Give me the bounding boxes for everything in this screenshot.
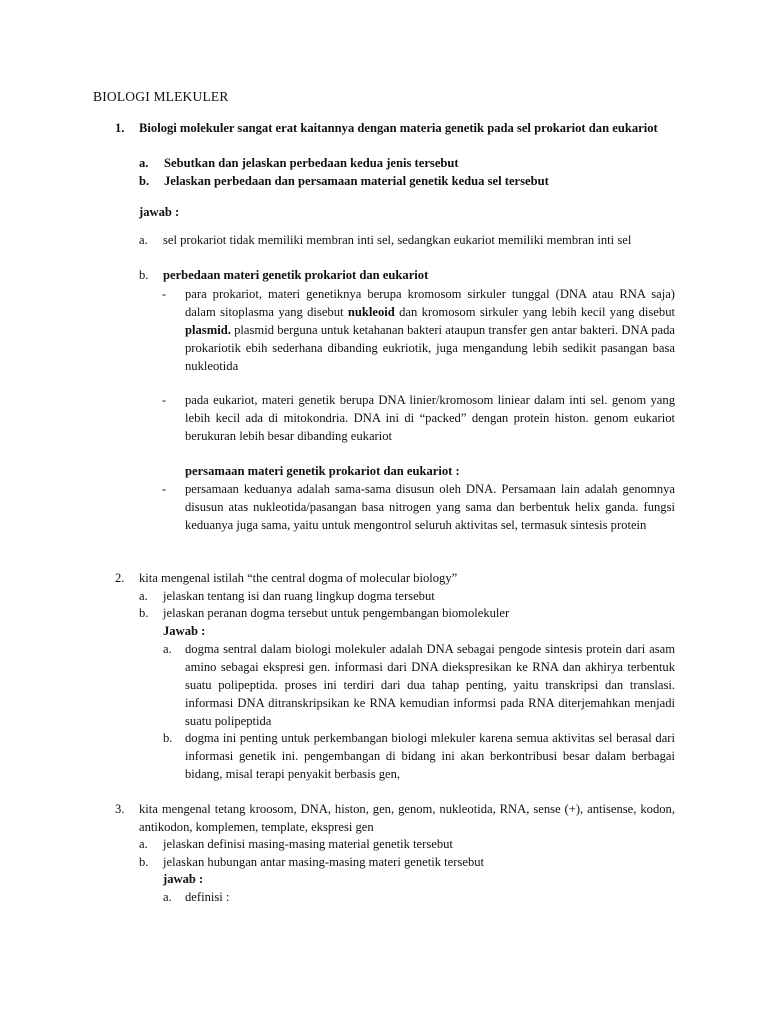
similarity-dash: - [162, 482, 167, 496]
q2-sub-a: jelaskan tentang isi dan ruang lingkup dogma tersebut [163, 589, 435, 603]
q2-ans-a-letter: a. [163, 642, 172, 656]
q3-sub-b: jelaskan hubungan antar masing-masing materi genetik tersebut [163, 855, 485, 869]
q1-answer-label: jawab : [139, 205, 180, 219]
plasmid-term: plasmid. [185, 323, 231, 337]
q1-ans-b-letter: b. [139, 268, 149, 282]
q1-sub-a-letter: a. [139, 156, 149, 170]
similarity-heading: persamaan materi genetik prokariot dan eukariot : [185, 464, 460, 478]
q2-sub-b: jelaskan peranan dogma tersebut untuk pengembangan biomolekuler [163, 606, 510, 620]
q2-number: 2. [115, 571, 125, 585]
eukariot-dash: - [162, 393, 167, 407]
q1-ans-b-heading: perbedaan materi genetik prokariot dan eukariot [163, 268, 429, 282]
q1-text: Biologi molekuler sangat erat kaitannya dengan materia genetik pada sel prokariot dan eukariot [139, 121, 658, 135]
nukleoid-term: nukleoid [347, 305, 395, 319]
q2-ans-b: dogma ini penting untuk perkembangan biologi mlekuler karena semua aktivitas sel berasal dari informasi genetik ini. pengembangan di bidang ini akan berkontribusi besar dalam berbagai bidang, misal terapi penyakit berbasis gen, [185, 731, 675, 781]
prokariot-text-1: para prokariot, materi genetiknya berupa kromosom sirkuler tunggal (DNA atau RNA saja) dalam sitoplasma yang disebut [185, 287, 675, 319]
q3-sub-a: jelaskan definisi masing-masing material genetik tersebut [163, 837, 453, 851]
q1-sub-b: Jelaskan perbedaan dan persamaan material genetik kedua sel tersebut [164, 174, 549, 188]
q3-sub-b-letter: b. [139, 855, 149, 869]
q1-number: 1. [115, 121, 125, 135]
q3-number: 3. [115, 802, 125, 816]
q2-ans-b-letter: b. [163, 731, 173, 745]
q2-sub-a-letter: a. [139, 589, 148, 603]
q2-text: kita mengenal istilah “the central dogma of molecular biology” [139, 571, 458, 585]
q1-ans-a: sel prokariot tidak memiliki membran inti sel, sedangkan eukariot memiliki membran inti sel [163, 233, 632, 247]
prokariot-text-3: plasmid berguna untuk ketahanan bakteri ataupun transfer gen antar bakteri. DNA pada prokariotik ebih sederhana dibanding eukriotik, juga mengandung lebih sedikit pasangan basa nukleotida [185, 323, 675, 373]
prokariot-dash: - [162, 287, 167, 301]
eukariot-paragraph: pada eukariot, materi genetik berupa DNA linier/kromosom liniear dalam inti sel. genom yang lebih kecil ada di mitokondria. DNA ini di “packed” dengan protein histon. genom eukariot berukuran lebih besar dibanding eukariot [185, 393, 675, 443]
q3-answer-label: jawab : [163, 872, 204, 886]
q2-ans-a: dogma sentral dalam biologi molekuler adalah DNA sebagai pengode sintesis protein dari asam amino sebagai ekspresi gen. informasi dari DNA diekspresikan ke RNA dan akhirya terbentuk suatu polipeptida. proses ini terdiri dari dua tahap penting, yaitu transkripsi dan translasi. informasi DNA ditranskripsikan ke RNA kemudian informsi pada RNA diterjemahkan menjadi suatu polipeptida [185, 642, 675, 728]
q1-sub-a: Sebutkan dan jelaskan perbedaan kedua jenis tersebut [164, 156, 459, 170]
q2-sub-b-letter: b. [139, 606, 149, 620]
q3-text: kita mengenal tetang kroosom, DNA, histon, gen, genom, nukleotida, RNA, sense (+), antisense, kodon, antikodon, komplemen, template, ekspresi gen [139, 802, 675, 834]
q1-ans-a-letter: a. [139, 233, 148, 247]
q3-ans-a: definisi : [185, 890, 230, 904]
similarity-paragraph: persamaan keduanya adalah sama-sama disusun oleh DNA. Persamaan lain adalah genomnya disusun atas nukleotida/pasangan basa nitrogen yang sama dan berbentuk helix ganda. fungsi keduanya juga sama, yaitu untuk mengontrol seluruh aktivitas sel, termasuk sintesis protein [185, 482, 675, 532]
q1-sub-b-letter: b. [139, 174, 150, 188]
q2-answer-label: Jawab : [163, 624, 206, 638]
prokariot-text-2: dan kromosom sirkuler yang lebih kecil yang disebut [399, 305, 675, 319]
q3-ans-a-letter: a. [163, 890, 172, 904]
prokariot-paragraph [185, 285, 675, 375]
q3-sub-a-letter: a. [139, 837, 148, 851]
page-title: BIOLOGI MLEKULER [93, 89, 229, 104]
